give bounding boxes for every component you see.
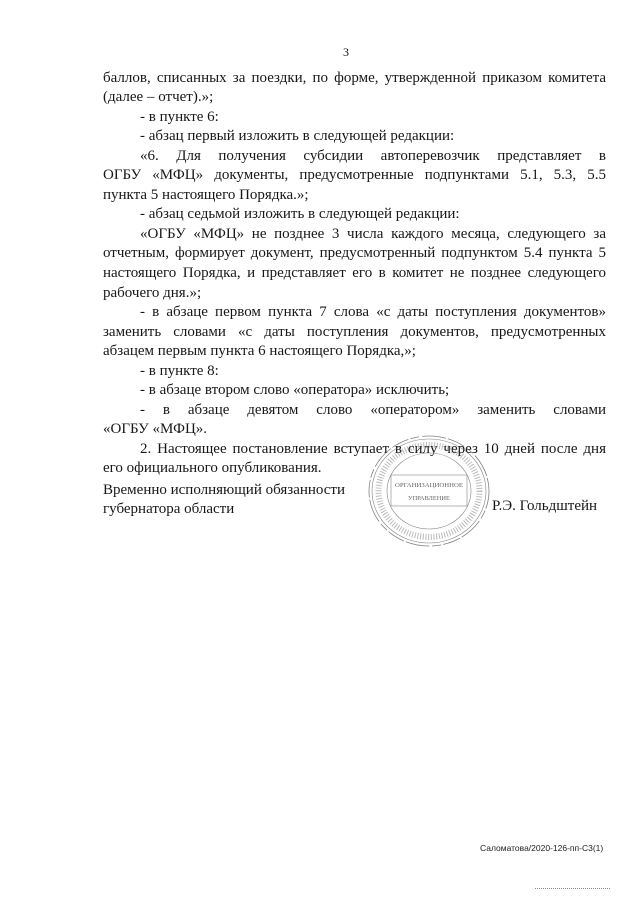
document-text-line: - абзац седьмой изложить в следующей редакции: [140,206,460,223]
document-text-line: - в абзаце первом пункта 7 слова «с даты поступления документов» [140,304,606,321]
signatory-name: Р.Э. Гольдштейн [492,497,598,514]
document-text-line: заменить словами «с даты поступления документов, предусмотренных [103,323,606,340]
official-stamp [365,430,495,555]
document-body [103,69,606,479]
document-text-line: - в абзаце втором слово «оператора» исключить; [140,382,450,399]
signatory-position: Временно исполняющий обязанности [103,481,346,498]
document-text-line: - в пункте 6: [140,108,219,125]
document-text-line: (далее – отчет).»; [103,89,214,106]
stamp-ring-lettering [379,445,480,537]
document-text-line: «6. Для получения субсидии автоперевозчик представляет в [140,147,606,164]
document-text-line: рабочего дня.»; [103,284,202,301]
document-text-line: абзацем первым пункта 6 настоящего Порядка,»; [103,343,416,360]
document-text-line: пункта 5 настоящего Порядка.»; [103,186,309,203]
document-text-line: 2. Настоящее постановление вступает в силу через 10 дней после дня [140,440,606,457]
document-text-line: ОГБУ «МФЦ» документы, предусмотренные подпунктами 5.1, 5.3, 5.5 [103,167,606,184]
document-text-line: - в пункте 8: [140,362,219,379]
document-text-line: «ОГБУ «МФЦ». [103,421,208,438]
stamp-inner-ring [387,453,471,529]
stamp-text: УПРАВЛЕНИЕ [408,495,450,502]
page-number: 3 [343,45,349,59]
stamp-text: ОРГАНИЗАЦИОННОЕ [395,482,464,489]
document-text-line: отчетным, формирует документ, предусмотренный подпунктом 5.4 пункта 5 [103,245,606,262]
stamp-outer-ring [372,439,486,543]
document-text-line: - в абзаце девятом слово «оператором» заменить словами [140,401,606,418]
document-file-reference: Саломатова/2020-126-пп-С3(1) [480,843,604,853]
document-text-line: - абзац первый изложить в следующей редакции: [140,128,455,145]
document-text-line: баллов, списанных за поездки, по форме, утвержденной приказом комитета [103,69,606,86]
signatory-position: губернатора области [103,501,235,517]
document-text-line: настоящего Порядка, и представляет его в комитет не позднее следующего [103,264,606,281]
document-text-line: его официального опубликования. [103,460,322,477]
bottom-edge-mark [535,888,610,889]
document-text-line: «ОГБУ «МФЦ» не позднее 3 числа каждого месяца, следующего за [140,225,606,242]
